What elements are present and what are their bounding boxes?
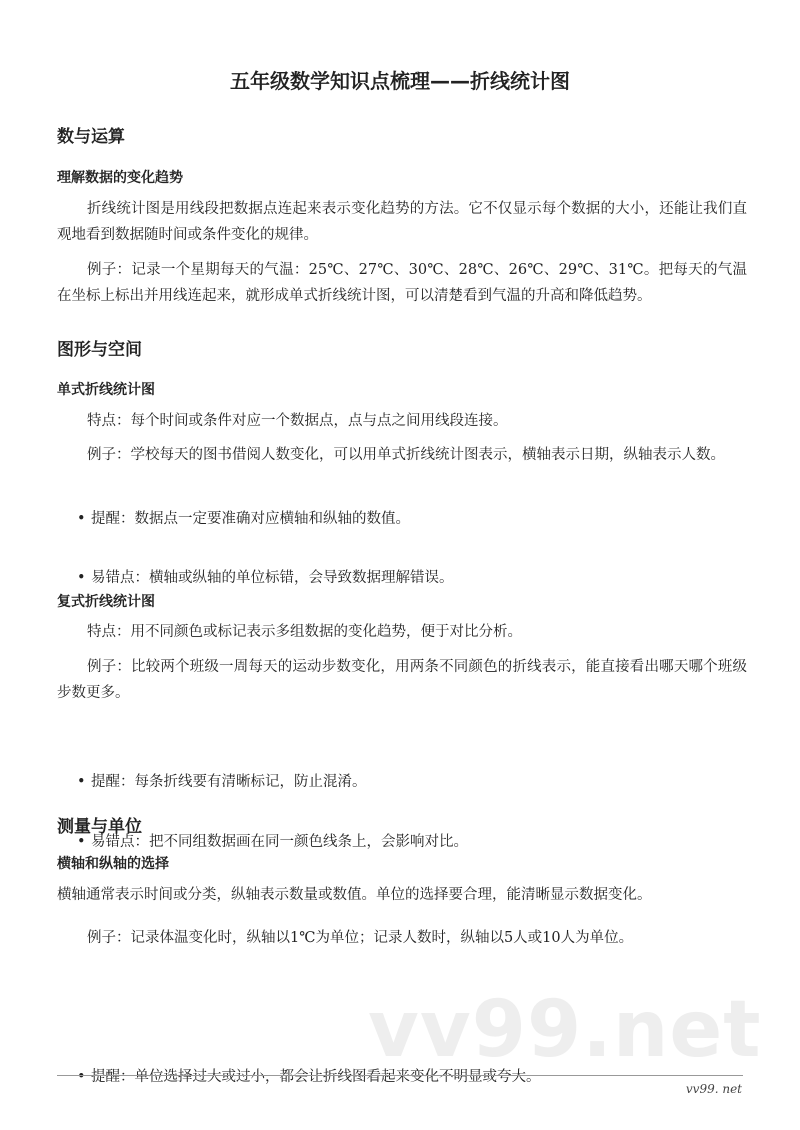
subsection-heading: 理解数据的变化趋势 [57,170,183,186]
list-item: • 提醒：每条折线要有清晰标记，防止混淆。 [57,769,781,795]
paragraph: 例子：记录一个星期每天的气温：25℃、27℃、30℃、28℃、26℃、29℃、31℃。把每天的气温在坐标上标出并用线连起来，就形成单式折线统计图，可以清楚看到气温的升高和降低趋势。 [57,262,747,304]
paragraph: 例子：学校每天的图书借阅人数变化，可以用单式折线统计图表示，横轴表示日期，纵轴表示人数。 [87,447,725,463]
section-heading: 图形与空间 [57,340,142,360]
footer-text: vv99. net [685,1082,742,1096]
paragraph: 折线统计图是用线段把数据点连起来表示变化趋势的方法。它不仅显示每个数据的大小，还能让我们直观地看到数据随时间或条件变化的规律。 [57,201,747,243]
list-item: • 易错点：横轴或纵轴的单位标错，会导致数据理解错误。 [57,565,781,591]
footer-divider [57,1075,743,1076]
paragraph: 特点：每个时间或条件对应一个数据点，点与点之间用线段连接。 [87,413,508,429]
paragraph: 例子：比较两个班级一周每天的运动步数变化，用两条不同颜色的折线表示，能直接看出哪天哪个班级步数更多。 [57,659,747,701]
subsection-heading: 复式折线统计图 [57,594,155,610]
list-item: • 提醒：数据点一定要准确对应横轴和纵轴的数值。 [57,506,781,532]
paragraph: 特点：用不同颜色或标记表示多组数据的变化趋势，便于对比分析。 [87,624,522,640]
list-item: • 易错点：把不同组数据画在同一颜色线条上，会影响对比。 [57,829,781,855]
watermark: vv99.net [368,985,762,1075]
section-heading: 数与运算 [57,127,125,147]
document-title: 五年级数学知识点梳理——折线统计图 [230,69,570,93]
section-heading: 测量与单位 [57,817,142,837]
subsection-heading: 单式折线统计图 [57,382,155,398]
subsection-heading: 横轴和纵轴的选择 [57,856,169,872]
paragraph: 横轴通常表示时间或分类，纵轴表示数量或数值。单位的选择要合理，能清晰显示数据变化。 [57,887,652,903]
paragraph: 例子：记录体温变化时，纵轴以1℃为单位；记录人数时，纵轴以5人或10人为单位。 [87,930,634,946]
list-item: • 提醒：单位选择过大或过小，都会让折线图看起来变化不明显或夸大。 [57,1064,781,1090]
